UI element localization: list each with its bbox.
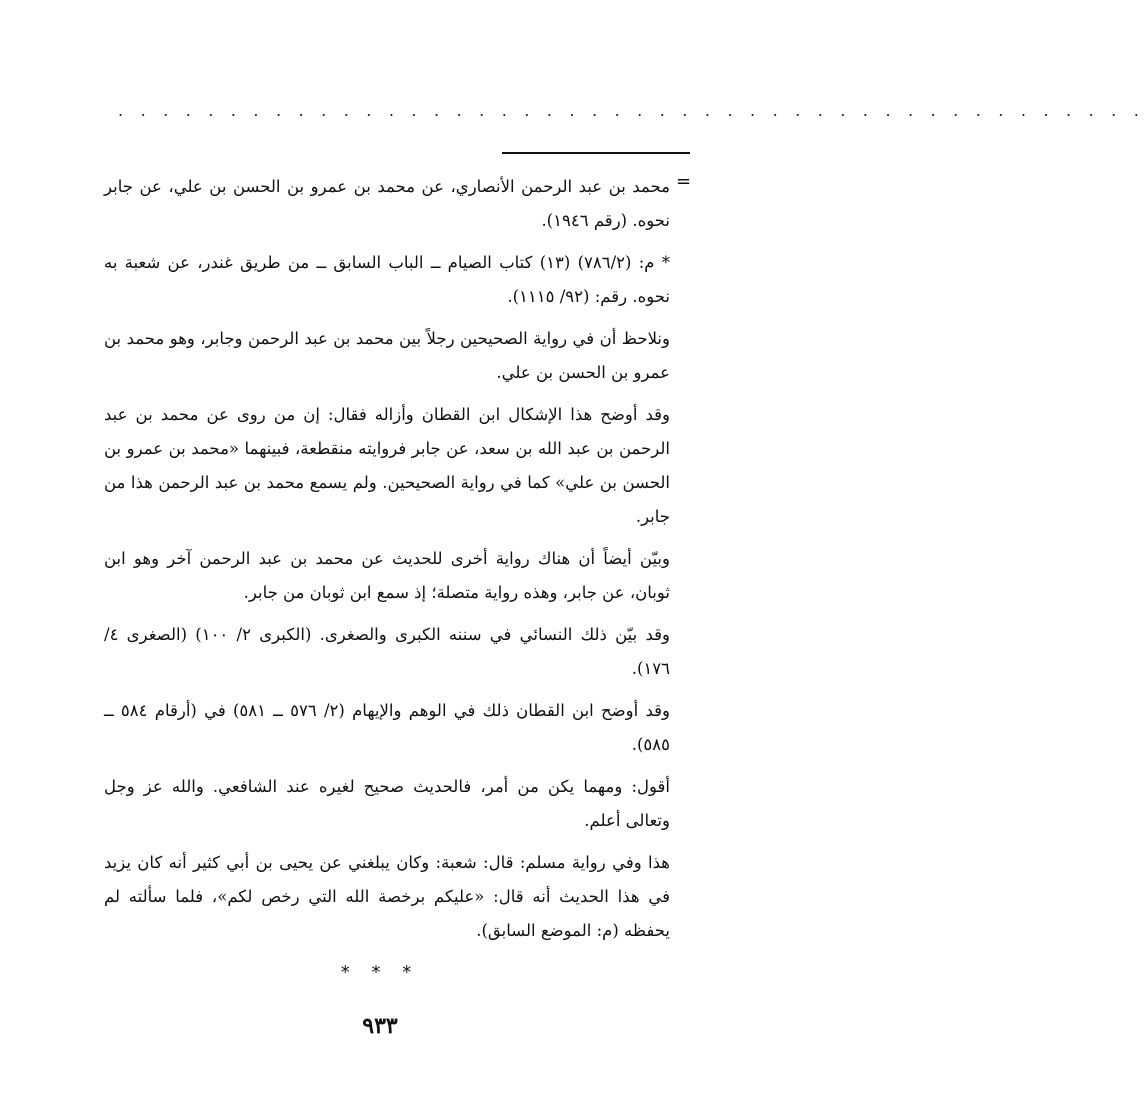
page-number: ٩٣٣ — [362, 1013, 398, 1039]
paragraph: وبيّن أيضاً أن هناك رواية أخرى للحديث عن محمد بن عبد الرحمن آخر وهو ابن ثوبان، عن جابر، وهذه رواية متصلة؛ إذ سمع ابن ثوبان من جابر. — [104, 549, 670, 602]
footnote-body — [104, 170, 670, 956]
paragraph: وقد بيّن ذلك النسائي في سننه الكبرى والصغرى. (الكبرى ٢/ ١٠٠) (الصغرى ٤/ ١٧٦). — [104, 625, 671, 678]
paragraph: وقد أوضح ابن القطان ذلك في الوهم والإيهام (٢/ ٥٧٦ ــ ٥٨١) في (أرقام ٥٨٤ ــ ٥٨٥). — [104, 701, 670, 754]
dotted-separator: . . . . . . . . . . . . . . . . . . . . . . . . . . . . . . . . . . . . . . . . . . . . . . — [118, 101, 1145, 120]
footnote-rule — [502, 152, 690, 154]
section-end-stars: * * * — [340, 962, 420, 983]
paragraph: ونلاحظ أن في رواية الصحيحين رجلاً بين محمد بن عبد الرحمن وجابر، وهو محمد بن عمرو بن الحسن بن علي. — [104, 329, 670, 382]
paragraph: محمد بن عبد الرحمن الأنصاري، عن محمد بن عمرو بن الحسن بن علي، عن جابر نحوه. (رقم ١٩٤٦). — [104, 177, 670, 230]
paragraph: وقد أوضح هذا الإشكال ابن القطان وأزاله فقال: إن من روى عن محمد بن عبد الرحمن بن عبد الله بن سعد، عن جابر فروايته منقطعة، فبينهما «محمد بن عمرو بن الحسن بن علي» كما في رواية الصحيحين. ولم يسمع محمد بن عبد الرحمن هذا من جابر. — [104, 405, 670, 526]
paragraph: هذا وفي رواية مسلم: قال: شعبة: وكان يبلغني عن يحيى بن أبي كثير أنه كان يزيد في هذا الحديث أنه قال: «عليكم برخصة الله التي رخص لكم»، فلما سألته لم يحفظه (م: الموضع السابق). — [104, 853, 670, 940]
paragraph: أقول: ومهما يكن من أمر، فالحديث صحيح لغيره عند الشافعي. والله عز وجل وتعالى أعلم. — [104, 777, 670, 830]
footnote-continuation-marker: = — [676, 171, 692, 192]
paragraph: * م: (٧٨٦/٢) (١٣) كتاب الصيام ــ الباب السابق ــ من طريق غندر، عن شعبة به نحوه. رقم: (٩٢/ ١١١٥). — [104, 253, 670, 306]
